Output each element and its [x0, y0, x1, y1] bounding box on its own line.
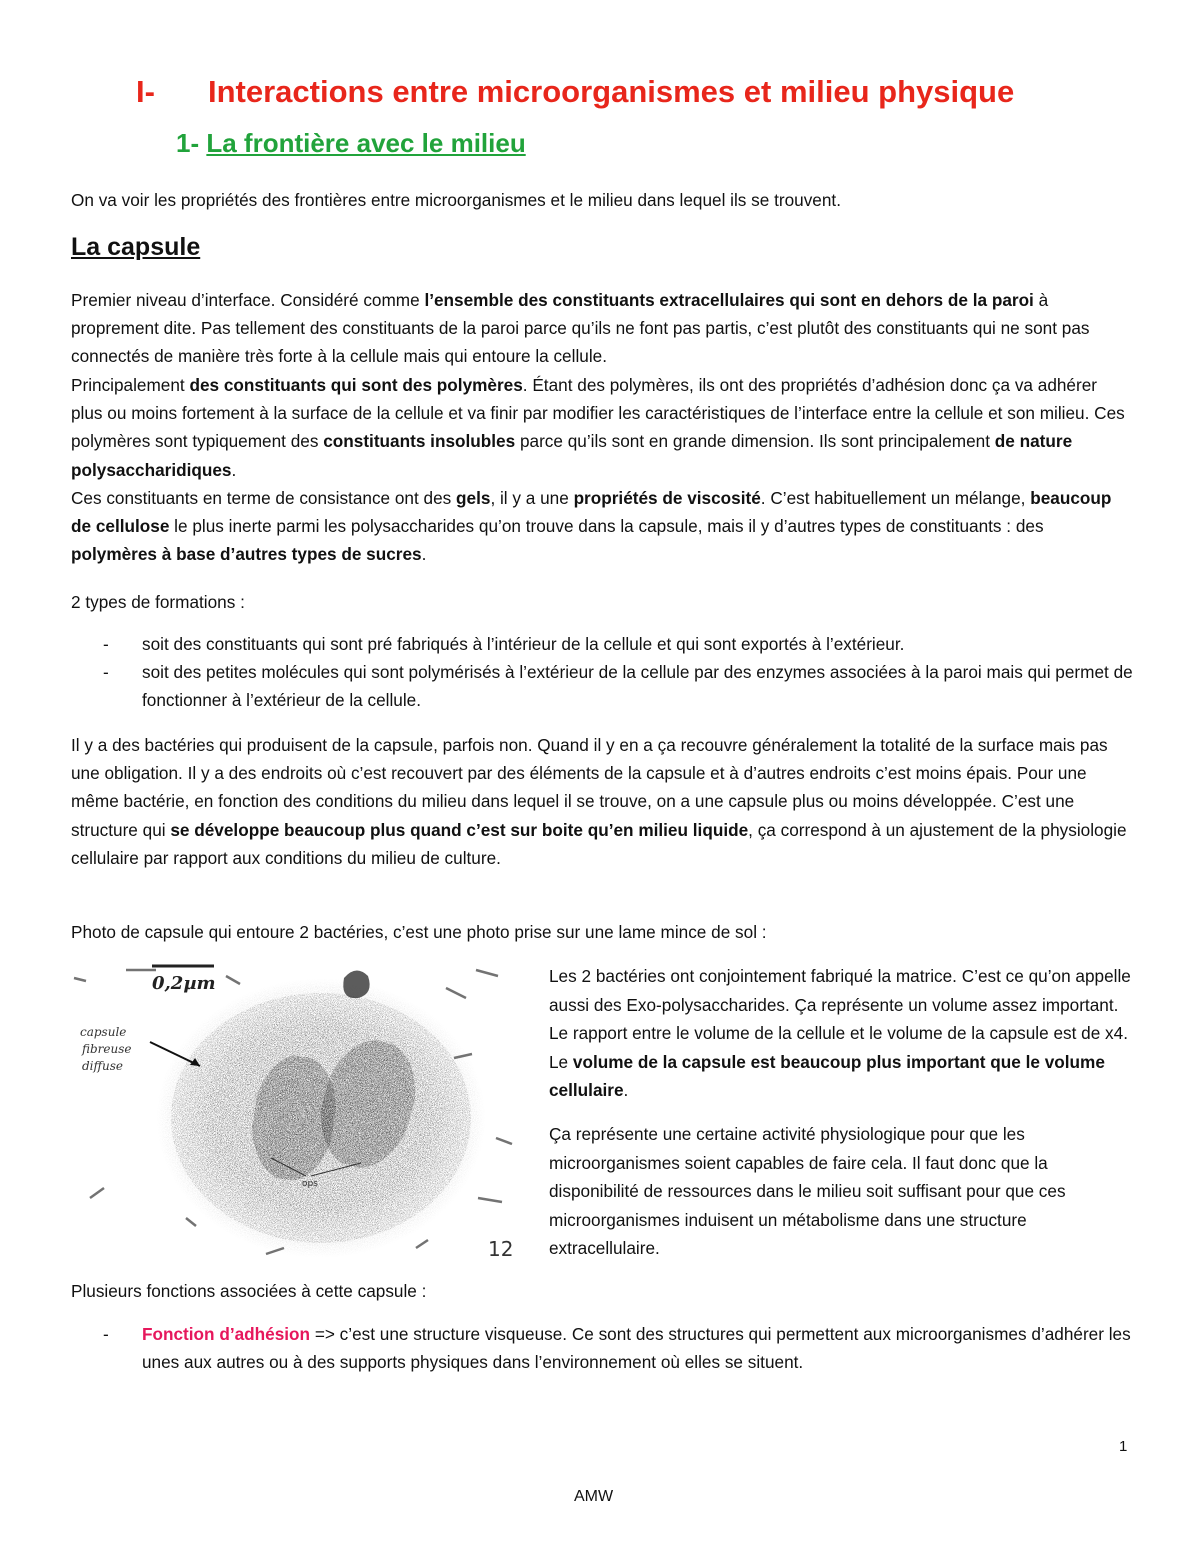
chapter-number: I-	[136, 74, 155, 109]
capsule-label: capsule	[80, 1025, 127, 1039]
capsule-label: fibreuse	[82, 1042, 132, 1056]
functions-title: Plusieurs fonctions associées à cette capsule :	[71, 1281, 427, 1301]
capsule-label: diffuse	[82, 1059, 124, 1073]
intro-paragraph: On va voir les propriétés des frontières entre microorganismes et le milieu dans lequel ils se trouvent.	[71, 190, 841, 210]
footer-initials: AMW	[574, 1488, 614, 1505]
figure-description: Les 2 bactéries ont conjointement fabriqué la matrice. C’est ce qu’on appelle aussi des Exo-polysaccharides. Ça représente un volume assez important. Le rapport entre le volume de la cellule et le volume de la capsule est de x4. Le volume de la capsule est beaucoup plus important que le volume cellulaire.	[549, 966, 1131, 1101]
ops-label: ops	[302, 1179, 318, 1189]
photo-caption: Photo de capsule qui entoure 2 bactéries, c’est une photo prise sur une lame mince de sol :	[71, 922, 767, 942]
chapter-heading	[136, 74, 1014, 110]
figure-number: 12	[488, 1237, 514, 1261]
list-item: - soit des petites molécules qui sont polymérisés à l’extérieur de la cellule par des enzymes associées à la paroi mais qui permet de fonctionner à l’extérieur de la cellule.	[103, 662, 1133, 711]
section-title: La frontière avec le milieu	[206, 128, 526, 158]
list-item: - soit des constituants qui sont pré fabriqués à l’intérieur de la cellule et qui sont exportés à l’extérieur.	[103, 634, 905, 654]
function-label: Fonction d’adhésion	[142, 1324, 311, 1344]
paragraph-definition: Premier niveau d’interface. Considéré comme l’ensemble des constituants extracellulaires qui sont en dehors de la paroi à proprement dite. Pas tellement des constituants de la paroi parce qu’ils ne font pas partis, c’est plutôt des constituants qui ne sont pas connectés de manière très forte à la cellule mais qui entoure la cellule.	[71, 290, 1090, 367]
paragraph-consistency: Ces constituants en terme de consistance ont des gels, il y a une propriétés de viscosité. C’est habituellement un mélange, beaucoup de cellulose le plus inerte parmi les polysaccharides qu’on trouve dans la capsule, mais il y d’autres types de constituants : des polymères à base d’autres types de sucres.	[71, 488, 1112, 565]
section-number: 1-	[176, 128, 200, 158]
paragraph-polymers: Principalement des constituants qui sont des polymères. Étant des polymères, ils ont des propriétés d’adhésion donc ça va adhérer plus ou moins fortement à la surface de la cellule et va finir par modifier les caractéristiques de l’interface entre la cellule et son milieu. Ces polymères sont typiquement des constituants insolubles parce qu’ils sont en grande dimension. Ils sont principalement de nature polysaccharidiques.	[71, 375, 1125, 480]
physiology-paragraph: Ça représente une certaine activité physiologique pour que les microorganismes soient capables de faire cela. Il faut donc que la disponibilité de ressources dans le milieu soit suffisant pour que ces microorganismes induisent un métabolisme dans une structure extracellulaire.	[549, 1124, 1066, 1259]
capsule-heading: La capsule	[71, 233, 201, 261]
formations-title: 2 types de formations :	[71, 592, 245, 612]
section-heading	[176, 128, 526, 159]
paragraph-production: Il y a des bactéries qui produisent de la capsule, parfois non. Quand il y en a ça recouvre généralement la totalité de la surface mais pas une obligation. Il y a des endroits où c’est recouvert par des éléments de la capsule et à d’autres endroits c’est moins épais. Pour une même bactérie, en fonction des conditions du milieu dans lequel il se trouve, on a une capsule plus ou moins développée. C’est une structure qui se développe beaucoup plus quand c’est sur boite qu’en milieu liquide, ça correspond à un ajustement de la physiologie cellulaire par rapport aux conditions du milieu de culture.	[71, 735, 1127, 868]
scale-label: 0,2µm	[152, 973, 216, 994]
capsule-micrograph	[66, 958, 536, 1268]
chapter-title: Interactions entre microorganismes et milieu physique	[208, 74, 1015, 109]
page-number: 1	[1119, 1438, 1128, 1455]
list-item: - Fonction d’adhésion => c’est une structure visqueuse. Ce sont des structures qui permettent aux microorganismes d’adhérer les unes aux autres ou à des supports physiques dans l’environnement où elles se situent.	[103, 1324, 1131, 1373]
